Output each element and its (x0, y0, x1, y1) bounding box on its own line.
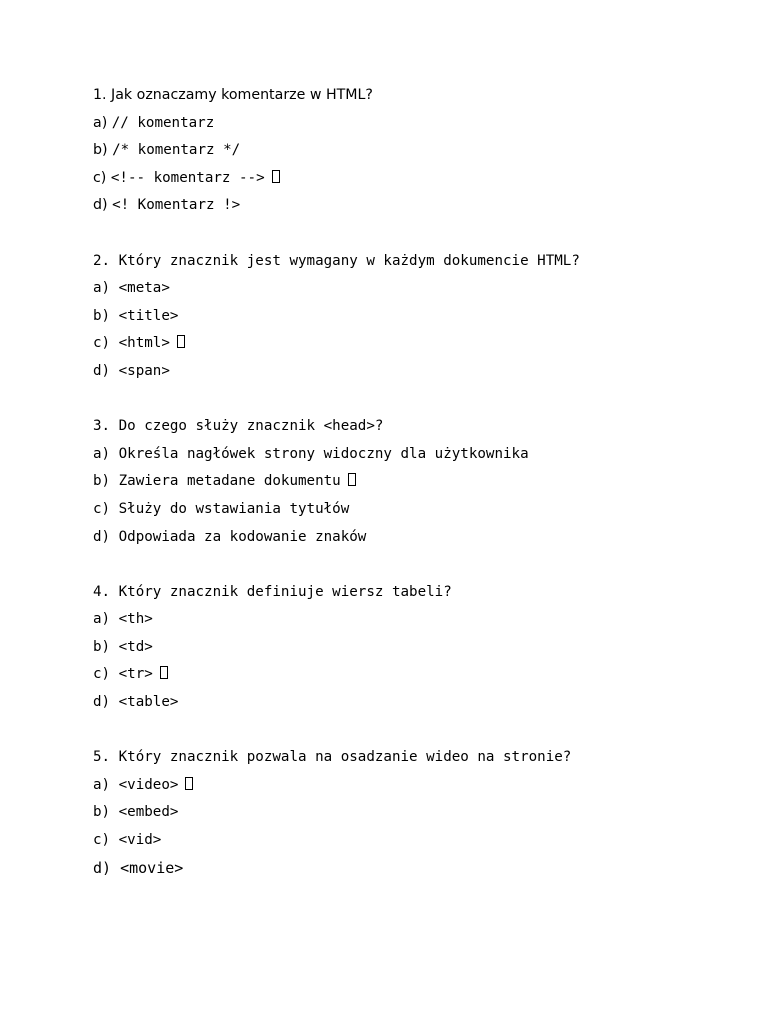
correct-answer-box-icon (185, 777, 193, 790)
option-text: Odpowiada za kodowanie znaków (118, 528, 367, 545)
option-text: Służy do wstawiania tytułów (118, 500, 350, 517)
option-prefix: a) (93, 114, 112, 131)
question-1-option-c (93, 169, 768, 197)
question-1-option-d (93, 196, 768, 224)
question-3-option-b (93, 472, 768, 500)
question-4 (93, 583, 768, 721)
option-text: <embed> (118, 804, 179, 821)
option-text: // komentarz (111, 114, 215, 131)
question-3-option-c (93, 500, 768, 528)
question-3 (93, 417, 768, 555)
option-prefix: a) (93, 280, 119, 297)
question-1 (93, 86, 768, 224)
question-2-option-c (93, 334, 768, 362)
option-prefix: d) (93, 528, 119, 545)
question-3-text: 3. Do czego służy znacznik <head>? (93, 418, 384, 435)
option-prefix: d) (93, 362, 119, 379)
option-prefix: b) (93, 307, 119, 324)
question-2-option-b (93, 307, 768, 335)
correct-answer-box-icon (160, 666, 168, 679)
question-4-option-d (93, 693, 768, 721)
option-text: <title> (118, 307, 179, 324)
option-text: <movie> (120, 858, 184, 877)
question-2-option-d (93, 362, 768, 390)
option-text: Zawiera metadane dokumentu (118, 473, 341, 490)
option-text: <meta> (118, 280, 170, 297)
correct-answer-box-icon (177, 335, 185, 348)
correct-answer-box-icon (348, 473, 356, 486)
option-text: <tr> (118, 666, 153, 683)
question-5-option-d (93, 859, 768, 887)
question-2-option-a (93, 279, 768, 307)
option-text: <table> (118, 694, 179, 711)
option-prefix: a) (93, 776, 119, 793)
question-1-option-a (93, 114, 768, 142)
question-5-option-b (93, 803, 768, 831)
question-5-text: 5. Który znacznik pozwala na osadzanie wideo na stronie? (93, 749, 572, 766)
option-prefix: c) (93, 335, 119, 352)
question-4-option-b (93, 638, 768, 666)
option-text: <! Komentarz !> (112, 197, 241, 214)
option-text: Określa nagłówek strony widoczny dla użytkownika (118, 445, 529, 462)
option-prefix: b) (93, 473, 119, 490)
question-1-text: 1. Jak oznaczamy komentarze w HTML? (93, 87, 373, 103)
question-5-option-a (93, 776, 768, 804)
option-prefix: a) (93, 611, 119, 628)
option-text: <html> (118, 335, 170, 352)
option-text: <!-- komentarz --> (110, 169, 265, 186)
question-4-text: 4. Który znacznik definiuje wiersz tabeli? (93, 583, 452, 600)
option-text: /* komentarz */ (112, 142, 241, 159)
option-prefix: b) (93, 142, 113, 159)
correct-answer-box-icon (272, 170, 280, 183)
option-text: <video> (118, 776, 179, 793)
option-prefix: b) (93, 638, 119, 655)
question-5-option-c (93, 831, 768, 859)
option-prefix: c) (93, 666, 119, 683)
question-4-option-c (93, 665, 768, 693)
option-prefix: c) (93, 500, 119, 517)
question-4-option-a (93, 610, 768, 638)
question-3-option-d (93, 528, 768, 556)
question-5 (93, 748, 768, 886)
option-prefix: b) (93, 804, 119, 821)
option-prefix: d) (93, 694, 119, 711)
option-prefix: d) (93, 858, 121, 877)
option-prefix: c) (93, 832, 119, 849)
option-text: <span> (118, 362, 170, 379)
question-2 (93, 252, 768, 390)
question-3-option-a (93, 445, 768, 473)
option-prefix: a) (93, 445, 119, 462)
option-text: <th> (118, 611, 153, 628)
question-2-text: 2. Który znacznik jest wymagany w każdym dokumencie HTML? (93, 252, 580, 269)
question-1-option-b (93, 141, 768, 169)
option-text: <vid> (118, 832, 162, 849)
option-prefix: c) (93, 169, 111, 186)
option-text: <td> (118, 638, 153, 655)
option-prefix: d) (93, 197, 113, 214)
